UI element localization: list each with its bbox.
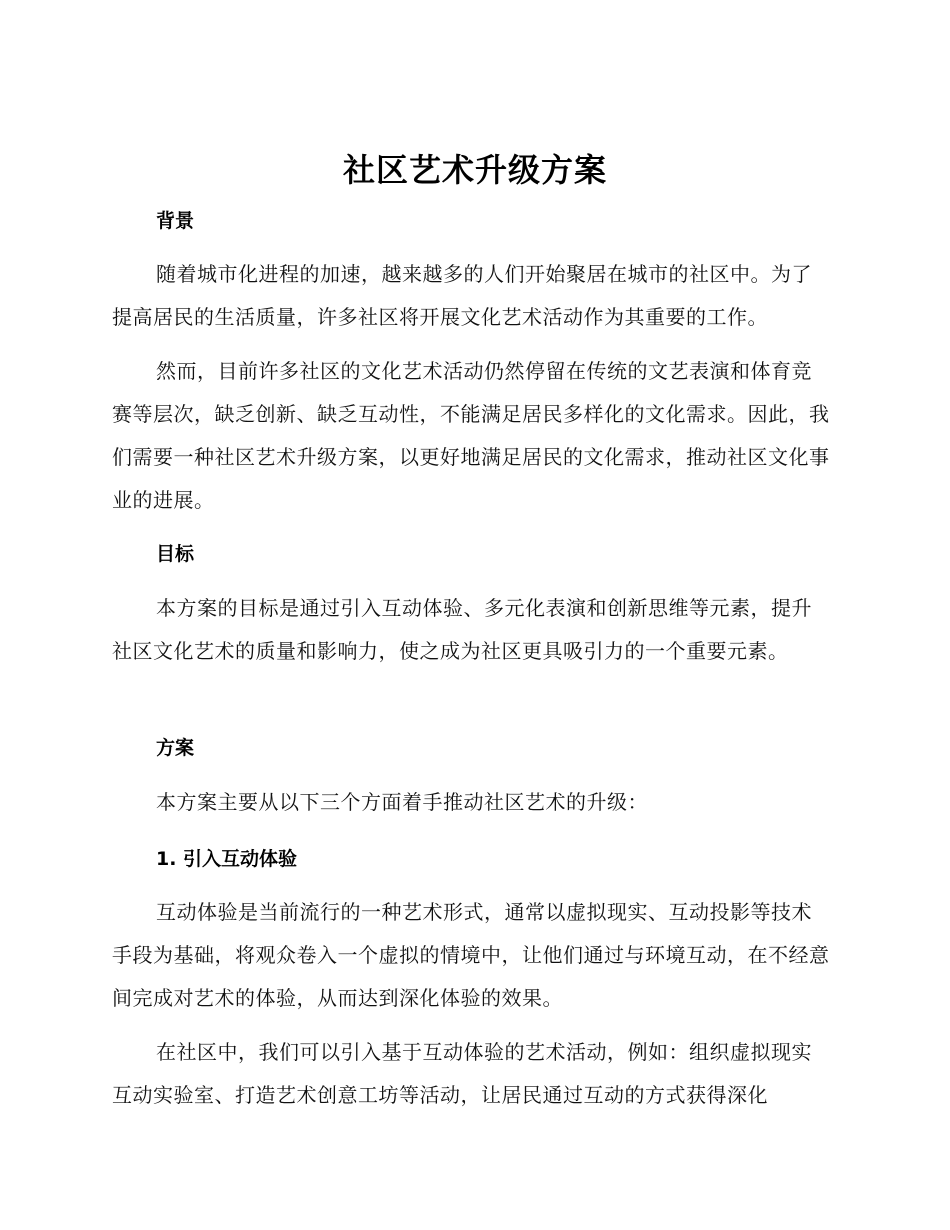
paragraph-interactive-1: 互动体验是当前流行的一种艺术形式，通常以虚拟现实、互动投影等技术手段为基础，将观众卷入一个虚拟的情境中，让他们通过与环境互动，在不经意间完成对艺术的体验，从而达到深化体验的效果。 — [112, 900, 830, 1010]
section-heading-interactive: 1. 引入互动体验 — [156, 848, 298, 870]
section-heading-plan: 方案 — [156, 737, 195, 759]
paragraph-background-1: 随着城市化进程的加速，越来越多的人们开始聚居在城市的社区中。为了提高居民的生活质量，许多社区将开展文化艺术活动作为其重要的工作。 — [112, 262, 812, 329]
section-heading-background: 背景 — [156, 210, 195, 232]
document-title: 社区艺术升级方案 — [342, 151, 607, 189]
paragraph-background-2: 然而，目前许多社区的文化艺术活动仍然停留在传统的文艺表演和体育竞赛等层次，缺乏创新、缺乏互动性，不能满足居民多样化的文化需求。因此，我们需要一种社区艺术升级方案，以更好地满足居民的文化需求，推动社区文化事业的进展。 — [112, 359, 830, 512]
paragraph-plan-1: 本方案主要从以下三个方面着手推动社区艺术的升级： — [156, 790, 648, 814]
section-heading-goal: 目标 — [156, 543, 195, 565]
paragraph-interactive-2: 在社区中，我们可以引入基于互动体验的艺术活动，例如：组织虚拟现实互动实验室、打造艺术创意工坊等活动，让居民通过互动的方式获得深化 — [112, 1040, 812, 1107]
paragraph-goal-1: 本方案的目标是通过引入互动体验、多元化表演和创新思维等元素，提升社区文化艺术的质量和影响力，使之成为社区更具吸引力的一个重要元素。 — [112, 596, 812, 663]
